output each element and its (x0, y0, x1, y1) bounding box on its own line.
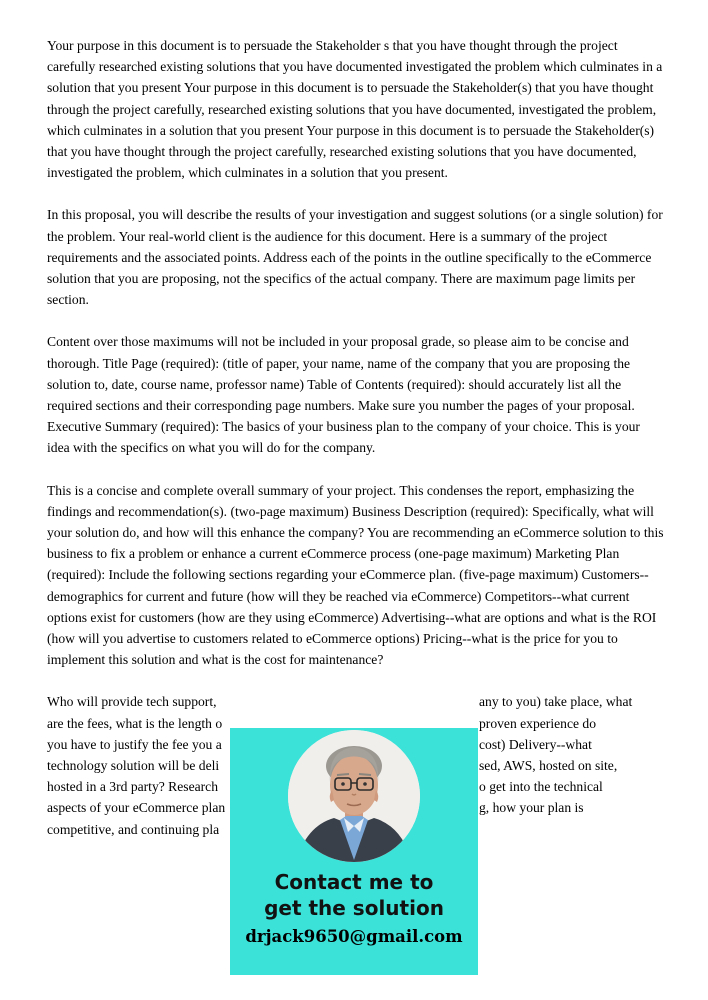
eyebrow-right (359, 774, 371, 775)
line-fragment-left: Who will provide tech support, (47, 694, 217, 710)
document-body (47, 35, 665, 840)
line-fragment-right: sed, AWS, hosted on site, (479, 758, 618, 774)
line-fragment-right: g, how your plan is (479, 800, 584, 816)
paragraph-4: This is a concise and complete overall summary of your project. This condenses the report, emphasizing the findings and recommendation(s). (two-page maximum) Business Description (required): Specifically, what will your solution do, and how will this enhance the company? You are recommending an eCommerce solution to this business to fix a problem or enhance a current eCommerce process (one-page maximum) Marketing Plan (required): Include the following sections regarding your eCommerce plan. (five-page maximum) Customers--demographics for current and future (how will they be reached via eCommerce) Competitors--what current options exist for customers (how are they using eCommerce) Advertising--what are options and what is the ROI (how will you advertise to customers related to eCommerce options) Pricing--what is the price for you to implement this solution and what is the cost for maintenance? (47, 482, 664, 668)
line-fragment-right: o get into the technical (479, 779, 603, 795)
obscured-line (47, 691, 665, 712)
line-fragment-left: hosted in a 3rd party? Research (47, 779, 218, 795)
line-fragment-right: proven experience do (479, 715, 597, 731)
avatar (288, 730, 420, 862)
eyebrow-left (337, 774, 349, 775)
portrait-photo (288, 730, 420, 862)
promo-overlay (230, 728, 478, 975)
line-fragment-left: aspects of your eCommerce plan (47, 800, 226, 816)
paragraph-3: Content over those maximums will not be included in your proposal grade, so please aim to be concise and thorough. Title Page (required): (title of paper, your name, name of the company that you are proposing the solution to, date, course name, professor name) Table of Contents (required): should accurately list all the required sections and their corresponding page numbers. Make sure you number the pages of your proposal. Executive Summary (required): The basics of your business plan to the company of your choice. This is your idea with the specifics on what you will do for the company. (47, 334, 640, 456)
promo-email: drjack9650@gmail.com (245, 927, 463, 946)
paragraph-1: Your purpose in this document is to persuade the Stakeholder s that you have thought through the project carefully researched existing solutions that you have documented investigated the problem which culminates in a solution that you present Your purpose in this document is to persuade the Stakeholder(s) that you have thought through the project carefully, researched existing solutions that you have documented, investigated the problem, which culminates in a solution that you present Your purpose in this document is to persuade the Stakeholder(s) that you have thought through the project carefully, researched existing solutions that you have documented, investigated the problem, which culminates in a solution that you present. (47, 38, 663, 181)
eye-right (363, 782, 367, 786)
eye-left (341, 782, 345, 786)
line-fragment-left: technology solution will be deli (47, 758, 220, 774)
line-fragment-left: competitive, and continuing pla (47, 821, 220, 837)
promo-title-line1: Contact me to (274, 870, 434, 894)
paragraph-2: In this proposal, you will describe the results of your investigation and suggest solutions (or a single solution) for the problem. Your real-world client is the audience for this document. Here is a summary of the project requirements and the associated points. Address each of the points in the outline specifically to the eCommerce solution that you are proposing, not the specifics of the actual company. There are maximum page limits per section. (47, 207, 663, 308)
line-fragment-right: any to you) take place, what (479, 694, 633, 710)
line-fragment-left: are the fees, what is the length o (47, 715, 223, 731)
promo-title-line2: get the solution (264, 896, 444, 920)
line-fragment-left: you have to justify the fee you a (47, 736, 222, 752)
line-fragment-right: cost) Delivery--what (479, 736, 592, 752)
